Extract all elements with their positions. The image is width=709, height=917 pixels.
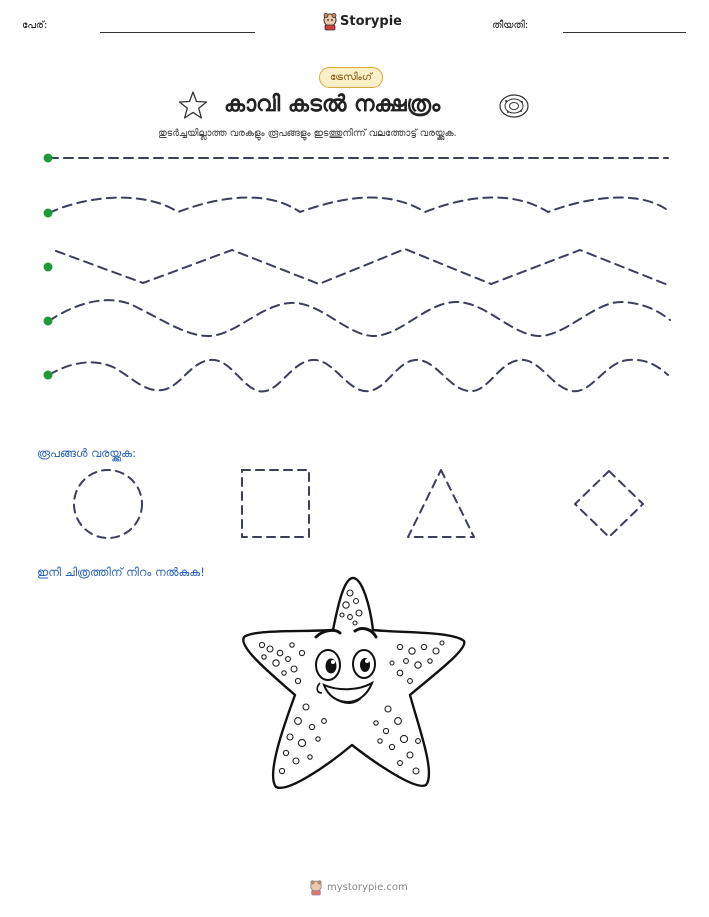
starfish-illustration [240,575,470,800]
tracing-line-deep-wave [49,360,668,392]
instruction-text: തുടർച്ചയില്ലാത്ത വരകളും രൂപങ്ങളും ഇടത്തുനിന്ന് വലത്തോട്ട് വരയ്ക്കുക. [158,128,457,139]
shape-tracing-area [0,462,709,552]
starfish-body [243,578,464,788]
tracing-line-wave [49,300,670,336]
page-title: കാവി കടൽ നക്ഷത്രം [224,92,441,117]
shape-circle [74,470,142,538]
start-dot-line-5 [44,371,53,380]
start-dot-line-1 [44,154,53,163]
name-label: പേര്: [22,20,48,31]
shape-diamond [575,471,643,537]
footer-logo-icon [309,880,323,896]
shape-square [242,470,309,537]
tracing-line-zigzag [56,249,668,285]
date-label: തീയതി: [492,20,529,31]
start-dot-line-4 [44,317,53,326]
start-dot-line-3 [44,263,53,272]
tracing-badge: ട്രേസിംഗ് [319,67,383,88]
tracing-line-gentle-wave [49,198,670,213]
brand-name: Storypie [340,14,402,29]
footer-url[interactable]: mystorypie.com [327,882,408,893]
shape-triangle [408,470,474,537]
shapes-heading: രൂപങ്ങൾ വരയ്ക്കുക: [37,446,137,460]
tracing-area [0,0,709,420]
start-dot-line-2 [44,209,53,218]
coloring-heading: ഇനി ചിത്രത്തിന് നിറം നൽകുക! [37,565,205,579]
